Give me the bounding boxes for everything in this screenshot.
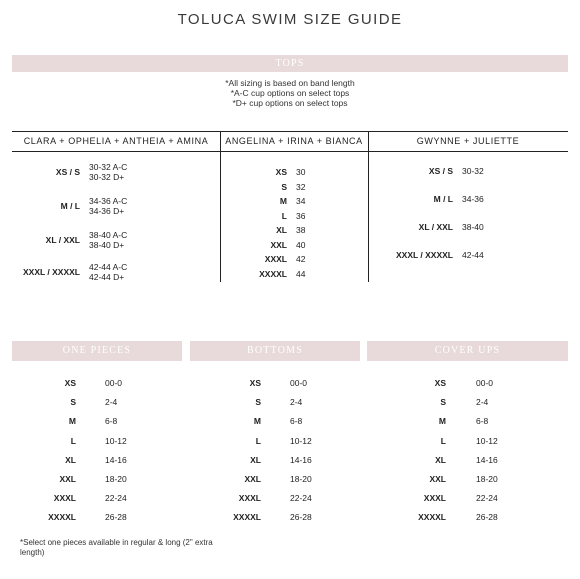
size-value: 18-20 xyxy=(290,474,312,484)
size-value: 34-36 xyxy=(462,194,484,204)
tops-note: *All sizing is based on band length xyxy=(225,78,355,88)
tops-col-header-3: GWYNNE + JULIETTE xyxy=(416,136,520,146)
size-value: 38 xyxy=(296,225,306,235)
size-label: XS xyxy=(275,167,287,177)
size-value: 6-8 xyxy=(290,416,303,427)
size-label: XL / XXL xyxy=(418,222,453,232)
size-value: 22-24 xyxy=(476,493,498,504)
size-value: 26-28 xyxy=(290,512,312,523)
size-value: 2-4 xyxy=(476,397,489,408)
size-label: XS xyxy=(249,378,261,388)
size-value: 34 xyxy=(296,196,306,206)
size-label: L xyxy=(70,435,76,446)
tops-header-rule xyxy=(12,151,568,152)
size-value: 2-4 xyxy=(290,397,303,408)
size-label: XL xyxy=(250,454,261,465)
size-value: 38-40 xyxy=(462,222,484,232)
size-label: XXXL xyxy=(423,493,446,504)
size-label: XXXXL xyxy=(233,512,261,523)
size-label: M xyxy=(68,416,76,427)
size-value: 30-32 D+ xyxy=(89,172,125,182)
size-value: 36 xyxy=(296,210,306,221)
cover-ups-bar-label: COVER UPS xyxy=(434,345,501,356)
size-label: XL xyxy=(65,454,76,465)
size-label: S xyxy=(440,397,446,408)
size-value: 10-12 xyxy=(105,435,127,446)
size-value: 22-24 xyxy=(290,493,312,504)
size-label: S xyxy=(281,181,287,192)
size-label: XXL xyxy=(270,239,287,250)
size-value: 42 xyxy=(296,254,306,264)
tops-notes xyxy=(0,78,580,108)
page-title: TOLUCA SWIM SIZE GUIDE xyxy=(177,11,403,28)
size-label: L xyxy=(255,435,261,446)
size-label: XXXL xyxy=(264,254,287,264)
size-value: 6-8 xyxy=(105,416,118,427)
size-label: S xyxy=(70,397,76,408)
size-value: 32 xyxy=(296,181,306,192)
size-value: 30 xyxy=(296,167,306,177)
size-label: XS xyxy=(434,378,446,388)
size-value: 00-0 xyxy=(105,378,123,388)
size-label: M xyxy=(279,196,287,206)
size-label: XXXL xyxy=(53,493,76,504)
size-label: XXXL / XXXXL xyxy=(22,267,80,277)
tops-col-header-1: CLARA + OPHELIA + ANTHEIA + AMINA xyxy=(23,136,209,146)
size-label: XL xyxy=(276,225,287,235)
size-value: 2-4 xyxy=(105,397,118,408)
size-label: XL xyxy=(435,454,446,465)
size-value: 18-20 xyxy=(476,474,498,484)
size-value: 22-24 xyxy=(105,493,127,504)
size-value: 14-16 xyxy=(105,454,127,465)
size-label: XXXL xyxy=(238,493,261,504)
size-label: XXL xyxy=(244,474,261,484)
size-label: XXL xyxy=(59,474,76,484)
size-value: 14-16 xyxy=(476,454,498,465)
size-value: 6-8 xyxy=(476,416,489,427)
size-value: 26-28 xyxy=(105,512,127,523)
size-label: M / L xyxy=(60,201,80,211)
size-value: 30-32 xyxy=(462,166,484,176)
footnote: *Select one pieces available in regular & long (2" extra length) xyxy=(20,538,213,557)
size-value: 10-12 xyxy=(476,435,498,446)
tops-top-rule xyxy=(12,131,568,132)
size-value: 38-40 A-C xyxy=(89,230,128,240)
size-label: XS / S xyxy=(428,166,453,176)
size-label: XS / S xyxy=(55,167,80,177)
size-value: 10-12 xyxy=(290,435,312,446)
bottoms-bar-label: BOTTOMS xyxy=(246,345,303,356)
size-label: XL / XXL xyxy=(45,235,80,245)
cover-ups-bar xyxy=(367,341,568,361)
size-value: 14-16 xyxy=(290,454,312,465)
size-value: 00-0 xyxy=(290,378,308,388)
size-label: XXXL / XXXXL xyxy=(395,250,453,260)
size-value: 00-0 xyxy=(476,378,494,388)
size-label: XXL xyxy=(429,474,446,484)
bottoms-bar xyxy=(190,341,360,361)
size-label: M xyxy=(438,416,446,427)
tops-col-header-2: ANGELINA + IRINA + BIANCA xyxy=(225,136,363,146)
size-value: 38-40 D+ xyxy=(89,240,125,250)
size-label: XXXXL xyxy=(259,268,287,279)
tops-bar-label: TOPS xyxy=(275,58,305,69)
size-value: 34-36 A-C xyxy=(89,196,128,206)
size-value: 26-28 xyxy=(476,512,498,523)
tops-bar xyxy=(12,55,568,72)
size-label: M xyxy=(253,416,261,427)
size-value: 42-44 A-C xyxy=(89,262,128,272)
size-value: 40 xyxy=(296,239,306,250)
one-pieces-bar xyxy=(12,341,182,361)
one-pieces-bar-label: ONE PIECES xyxy=(62,345,132,356)
size-value: 42-44 xyxy=(462,250,484,260)
tops-note: *A-C cup options on select tops xyxy=(230,88,350,98)
size-value: 34-36 D+ xyxy=(89,206,125,216)
tops-note: *D+ cup options on select tops xyxy=(232,98,348,108)
size-label: XXXXL xyxy=(48,512,76,523)
size-label: XS xyxy=(64,378,76,388)
size-label: XXXXL xyxy=(418,512,446,523)
size-value: 42-44 D+ xyxy=(89,272,125,282)
size-label: L xyxy=(440,435,446,446)
size-value: 30-32 A-C xyxy=(89,162,128,172)
size-value: 44 xyxy=(296,268,306,279)
size-value: 18-20 xyxy=(105,474,127,484)
size-label: L xyxy=(281,210,287,221)
size-label: M / L xyxy=(433,194,453,204)
size-label: S xyxy=(255,397,261,408)
